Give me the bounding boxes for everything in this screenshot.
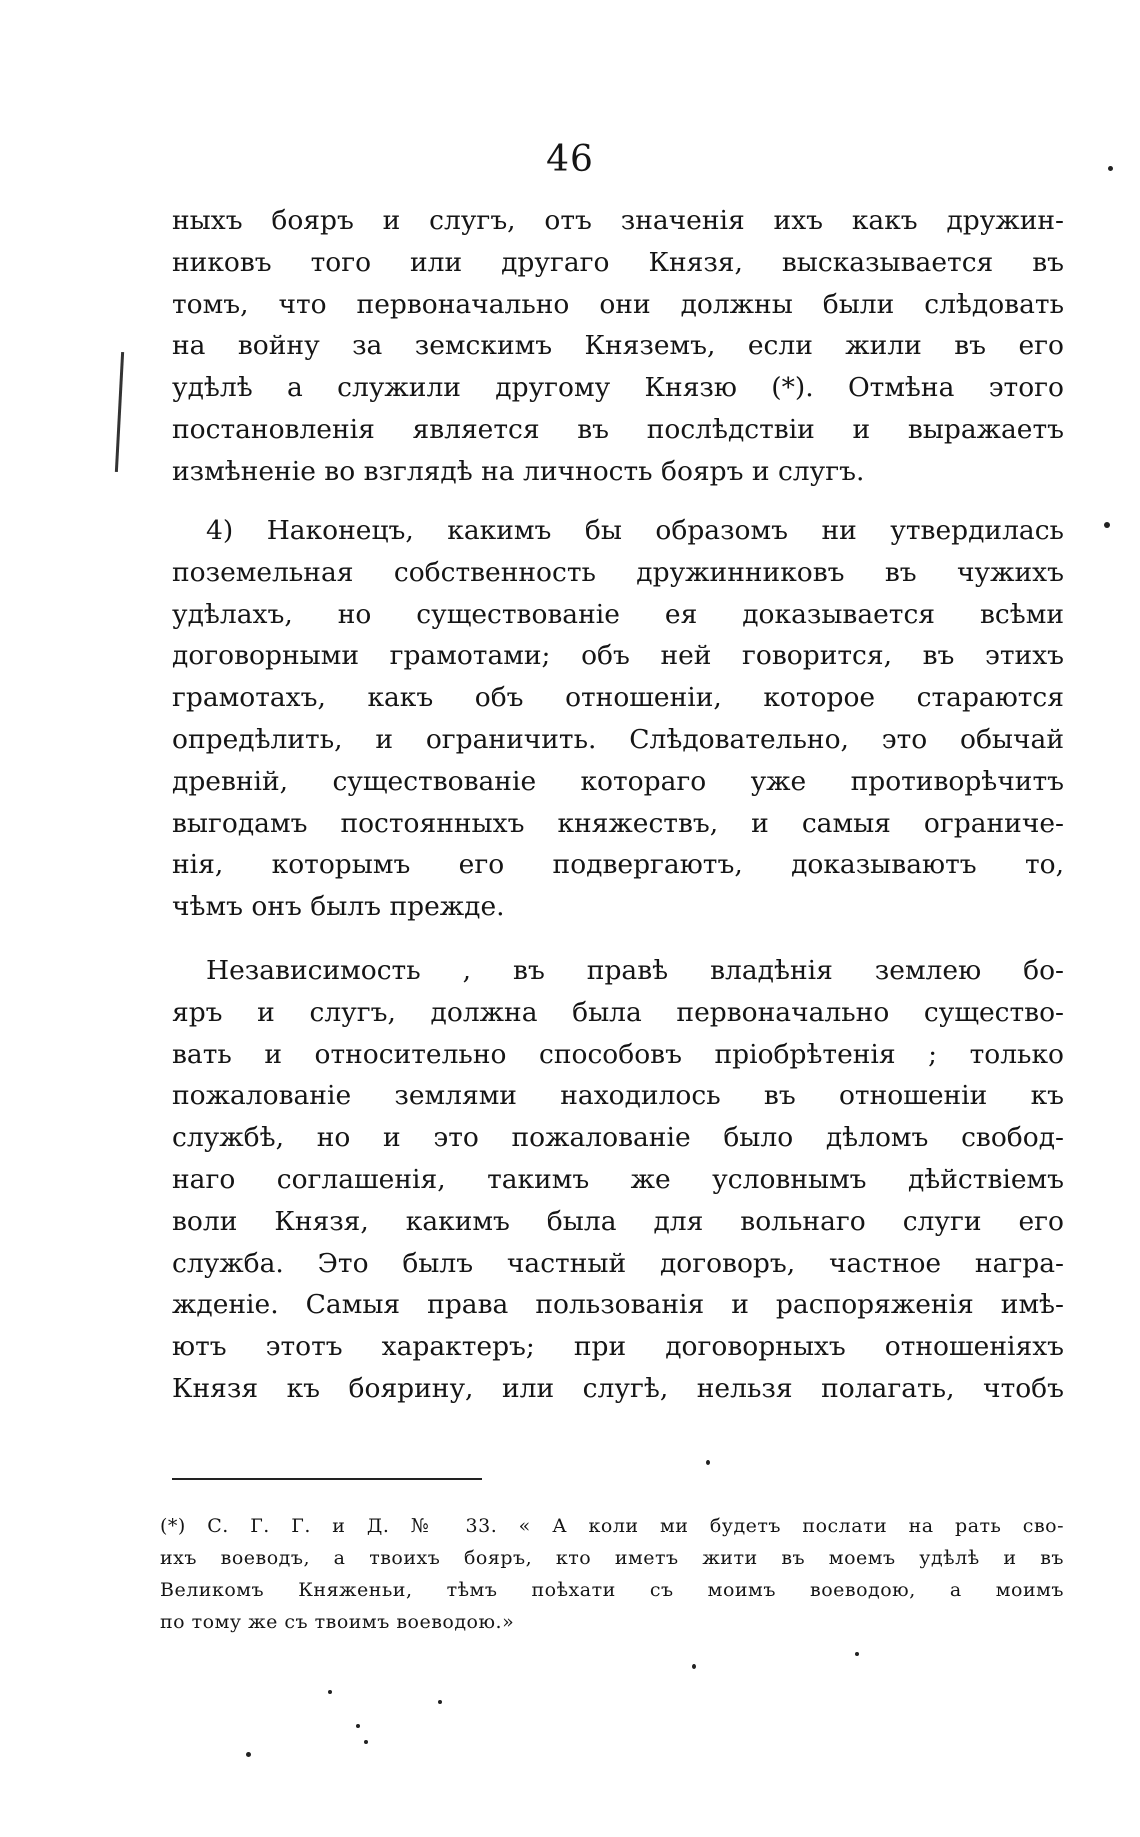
text-line: службѣ, но и это пожалованіе было дѣломъ свобод- — [172, 1122, 1064, 1154]
footnote-line: Великомъ Княженьи, тѣмъ поѣхати съ моимъ воеводою, а моимъ — [160, 1579, 1064, 1601]
footnote-line: ихъ воеводъ, а твоихъ бояръ, кто иметъ жити въ моемъ удѣлѣ и въ — [160, 1547, 1064, 1569]
text-line: измѣненіе во взглядѣ на личность бояръ и слугъ. — [172, 455, 865, 487]
footnote-line: по тому же съ твоимъ воеводою.» — [160, 1611, 515, 1633]
scan-speck — [706, 1460, 710, 1465]
paragraph-3 — [172, 950, 1064, 1410]
text-line: служба. Это былъ частный договоръ, частное награ- — [172, 1247, 1064, 1279]
scan-speck — [356, 1724, 360, 1728]
text-line: вать и относительно способовъ пріобрѣтенія ; только — [172, 1038, 1064, 1070]
paragraph-2 — [172, 510, 1064, 928]
text-line: опредѣлить, и ограничить. Слѣдовательно, это обычай — [172, 723, 1064, 755]
text-line: ютъ этотъ характеръ; при договорныхъ отношеніяхъ — [172, 1331, 1064, 1363]
text-line: постановленія является въ послѣдствіи и выражаетъ — [172, 413, 1064, 445]
text-line: никовъ того или другаго Князя, высказывается въ — [172, 246, 1064, 278]
text-line: договорными грамотами; объ ней говорится, въ этихъ — [172, 640, 1064, 672]
scan-speck — [1104, 522, 1110, 528]
text-line: пожалованіе землями находилось въ отношеніи къ — [172, 1080, 1064, 1112]
text-line: воли Князя, какимъ была для вольнаго слуги его — [172, 1205, 1064, 1237]
text-line: чѣмъ онъ былъ прежде. — [172, 891, 505, 923]
text-line: выгодамъ постоянныхъ княжествъ, и самыя ограниче- — [172, 807, 1064, 839]
text-line: Князя къ боярину, или слугѣ, нельзя полагать, чтобъ — [172, 1372, 1064, 1404]
text-line: на войну за земскимъ Княземъ, если жили въ его — [172, 330, 1064, 362]
text-line: жденіе. Самыя права пользованія и распоряженія имѣ- — [172, 1289, 1064, 1321]
text-line: грамотахъ, какъ объ отношеніи, которое стараются — [172, 682, 1064, 714]
text-line: яръ и слугъ, должна была первоначально существо- — [172, 996, 1064, 1028]
text-line: Независимость , въ правѣ владѣнія землею бо- — [206, 955, 1064, 986]
text-line: томъ, что первоначально они должны были слѣдовать — [172, 288, 1064, 320]
scan-speck — [855, 1652, 859, 1656]
scan-speck — [438, 1700, 442, 1704]
text-line: удѣлѣ а служили другому Князю (*). Отмѣна этого — [172, 372, 1064, 404]
page-number: 46 — [546, 139, 594, 180]
text-line: ныхъ бояръ и слугъ, отъ значенія ихъ какъ дружин- — [172, 205, 1064, 236]
footnote — [160, 1510, 1064, 1638]
text-line: удѣлахъ, но существованіе ея доказывается всѣми — [172, 598, 1064, 630]
text-line: 4) Наконецъ, какимъ бы образомъ ни утвердилась — [206, 515, 1064, 546]
text-line: наго соглашенія, такимъ же условнымъ дѣйствіемъ — [172, 1163, 1064, 1195]
scan-speck — [692, 1664, 696, 1669]
margin-mark — [115, 352, 124, 472]
paragraph-1 — [172, 200, 1064, 493]
scan-speck — [364, 1740, 368, 1744]
text-line: нія, которымъ его подвергаютъ, доказываютъ то, — [172, 849, 1064, 881]
scan-speck — [246, 1752, 251, 1757]
scan-speck — [328, 1690, 332, 1694]
footnote-line: (*) С. Г. Г. и Д. № 33. « А коли ми будетъ послати на рать сво- — [160, 1515, 1064, 1537]
scan-speck — [1108, 166, 1113, 171]
footnote-divider — [172, 1478, 482, 1480]
text-line: поземельная собственность дружинниковъ въ чужихъ — [172, 556, 1064, 588]
text-line: древній, существованіе котораго уже противорѣчитъ — [172, 765, 1064, 797]
